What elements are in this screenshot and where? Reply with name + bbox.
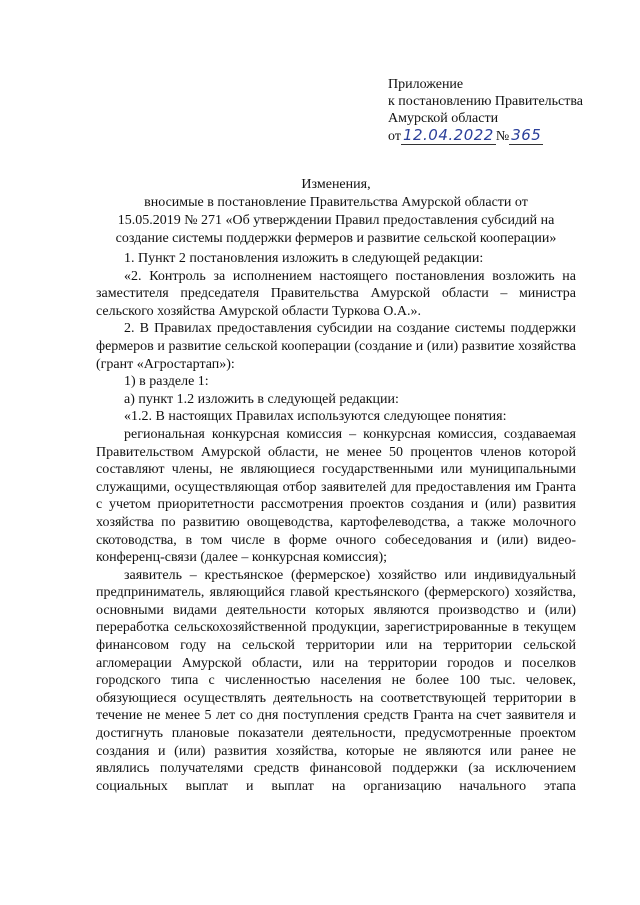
date-prefix: от xyxy=(388,129,401,144)
appendix-block xyxy=(388,76,628,145)
number-value: 365 xyxy=(511,126,542,144)
paragraph: 1) в разделе 1: xyxy=(124,374,209,390)
appendix-line-2: к постановлению Правительства xyxy=(388,94,584,109)
date-value: 12.04.2022 xyxy=(402,126,494,144)
paragraph: 2. В Правилах предоставления субсидии на создание системы поддержки фермеров и развитие сельской кооперации (создание и (или) развитие хозяйства (грант «Агростартап»): xyxy=(96,321,576,372)
paragraph: заявитель – крестьянское (фермерское) хозяйство или индивидуальный предприниматель, являющийся главой крестьянского (фермерского) хозяйства, основными видами деятельности которых являются производство и (или) переработка сельскохозяйственной продукции, зарегистрированные в текущем финансовом году на сельской территории или на территории сельской агломерации Амурской области, или на территории городов и поселков городского типа с численностью населения не более 100 тыс. человек, обязующиеся осуществлять деятельность на соответствующей территории в течение не менее 5 лет со дня поступления средств Гранта на счет заявителя и достигнуть плановые показатели деятельности, предусмотренные проектом создания и (или) развития хозяйства, которые не являются или ранее не являлись получателями средств финансовой поддержки (за исключением социальных выплат и выплат на организацию начального этапа xyxy=(96,567,576,794)
paragraph: 1. Пункт 2 постановления изложить в следующей редакции: xyxy=(124,251,484,266)
document-title xyxy=(96,176,576,248)
appendix-line-3: Амурской области xyxy=(388,111,499,126)
paragraph: «1.2. В настоящих Правилах используются следующее понятия: xyxy=(124,409,507,425)
paragraph: а) пункт 1.2 изложить в следующей редакции: xyxy=(124,391,399,407)
appendix-line-1: Приложение xyxy=(388,77,464,92)
number-prefix: № xyxy=(495,129,510,144)
title-line-1: Изменения, xyxy=(301,177,371,192)
title-line-3: 15.05.2019 № 271 «Об утверждении Правил предоставления субсидий на xyxy=(117,213,555,228)
appendix-date-line xyxy=(388,127,628,145)
paragraph: региональная конкурсная комиссия – конкурсная комиссия, создаваемая Правительством Амурской области, не менее 50 процентов членов которой составляют члены, не являющиеся государственными или муниципальными служащими, осуществляющая отбор заявителей для предоставления им Гранта с учетом приоритетности рассмотрения проектов создания и (или) развития хозяйства по развитию овощеводства, картофелеводства, а также молочного скотоводства, в том числе в форме очного собеседования и (или) видео-конференц-связи (далее – конкурсная комиссия); xyxy=(96,426,576,566)
document-body xyxy=(96,250,576,795)
paragraph: «2. Контроль за исполнением настоящего постановления возложить на заместителя председателя Правительства Амурской области – министра сельского хозяйства Амурской области Туркова О.А.». xyxy=(96,268,576,319)
title-line-4: создание системы поддержки фермеров и развитие сельской кооперации» xyxy=(115,231,557,246)
title-line-2: вносимые в постановление Правительства Амурской области от xyxy=(144,195,528,210)
